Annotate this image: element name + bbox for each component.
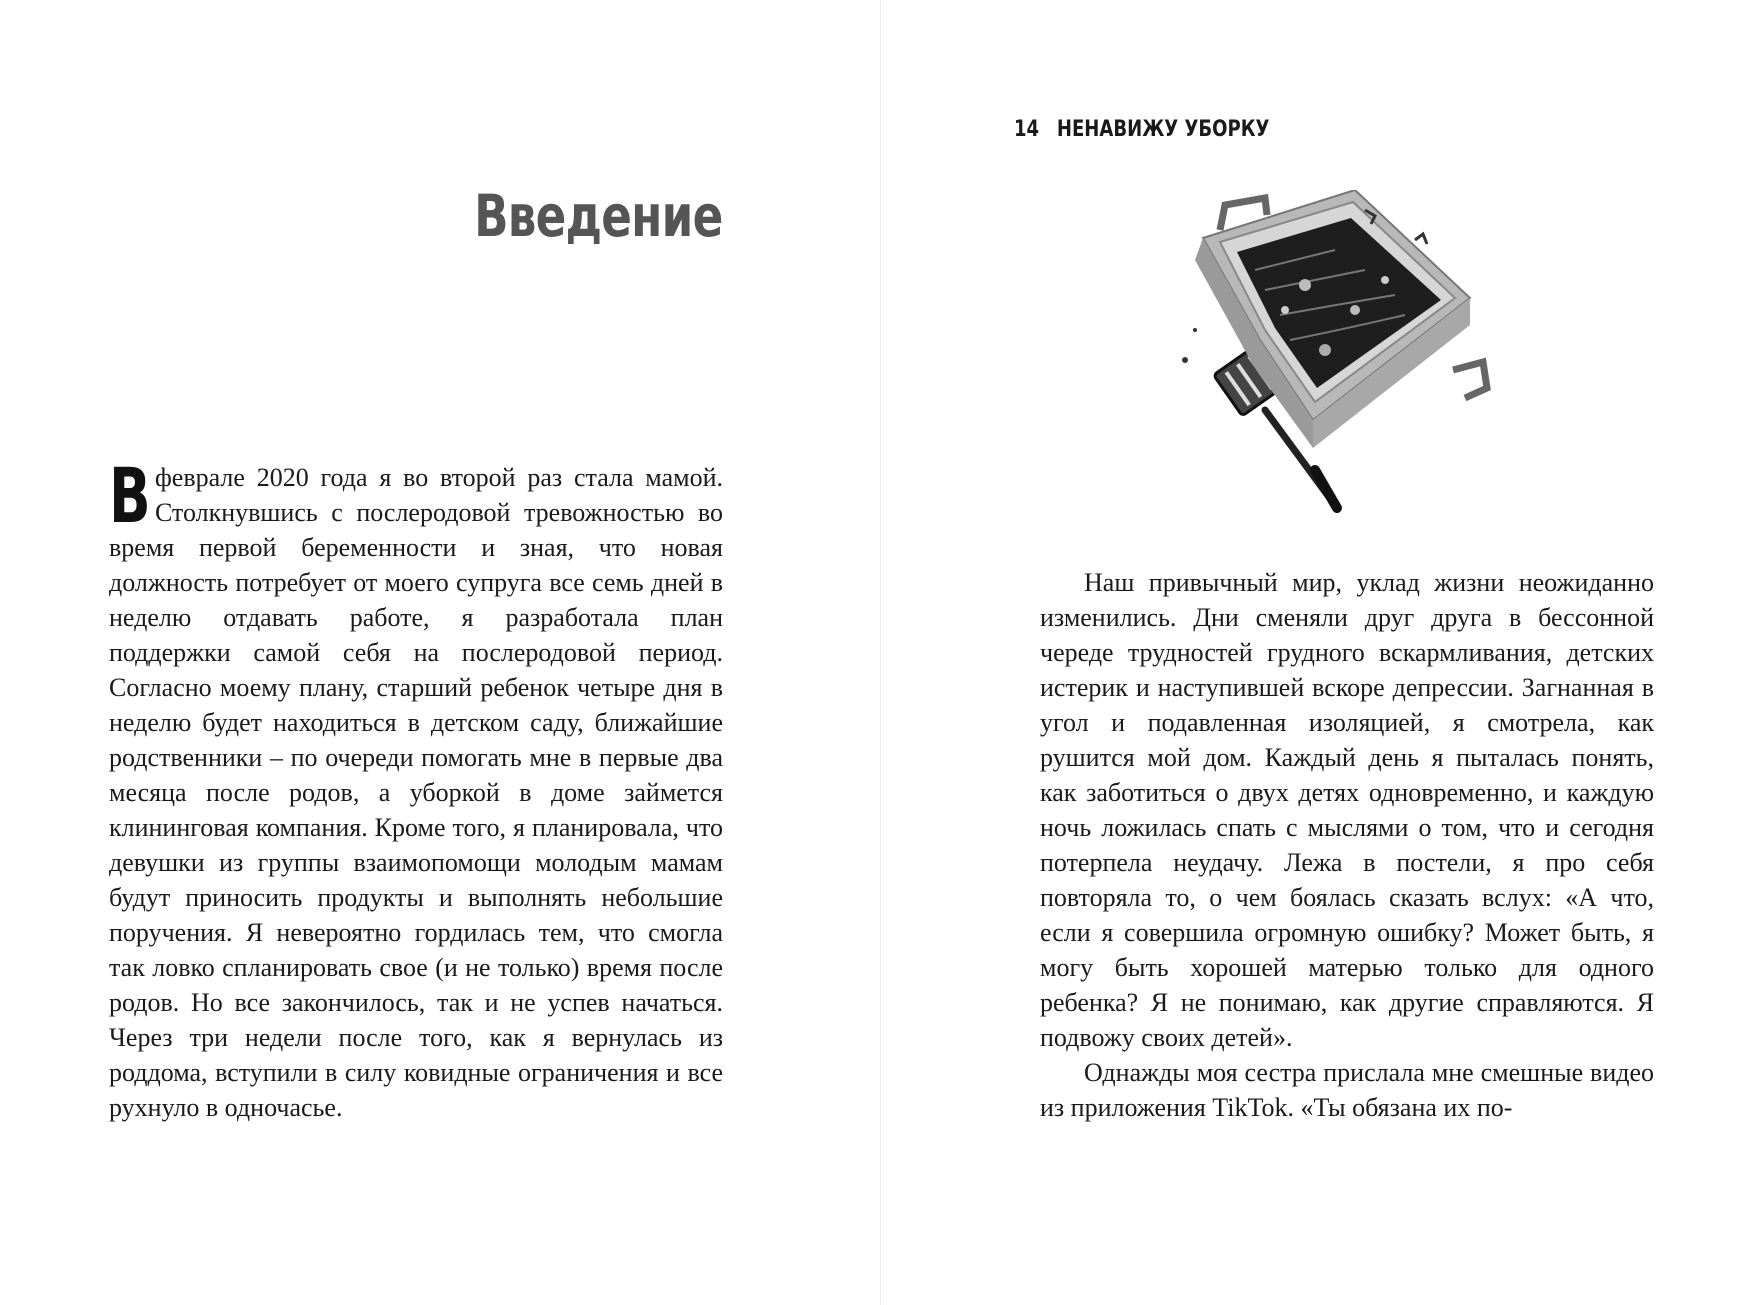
drop-cap: В bbox=[109, 451, 151, 540]
spread-gutter bbox=[880, 0, 881, 1305]
right-page-body bbox=[1040, 565, 1654, 1125]
page-number: 14 bbox=[1014, 117, 1040, 142]
baking-pan-illustration bbox=[1165, 190, 1505, 520]
running-header bbox=[1014, 117, 1269, 142]
chapter-title: Введение bbox=[473, 182, 722, 250]
running-title: НЕНАВИЖУ УБОРКУ bbox=[1056, 117, 1270, 142]
pan-icon bbox=[1182, 190, 1487, 448]
paragraph: Однажды моя сестра прислала мне смешные видео из приложения TikTok. «Ты обязана их по- bbox=[1040, 1058, 1654, 1122]
intro-paragraph-block bbox=[109, 451, 723, 1125]
paragraph: Наш привычный мир, уклад жизни неожиданно изменились. Дни сменяли друг друга в бессонной череде трудностей грудного вскармливания, детских истерик и наступившей вскоре депрессии. Загнанная в угол и подавленная изоляцией, я смотрела, как рушится мой дом. Каждый день я пыталась понять, как заботиться о двух детях одновременно, и каждую ночь ложилась спать с мыслями о том, что и сегодня потерпела неудачу. Лежа в постели, я про себя повторяла то, о чем боялась сказать вслух: «А что, если я совершила огромную ошибку? Может быть, я могу быть хорошей матерью только для одного ребенка? Я не понимаю, как другие справляются. Я подвожу своих детей». bbox=[1040, 568, 1654, 1052]
intro-paragraph: феврале 2020 года я во второй раз стала мамой. Столкнувшись с послеродовой тревожностью во время первой беременности и зная, что новая должность потребует от моего супруга все семь дней в неделю отдавать работе, я разработала план поддержки самой себя на послеродовой период. Согласно моему плану, старший ребенок четыре дня в неделю будет находиться в детском саду, ближайшие родственники – по очереди помогать мне в первые два месяца после родов, а уборкой в доме займется клининговая компания. Кроме того, я планировала, что девушки из группы взаимопомощи молодым мамам будут приносить продукты и выполнять небольшие поручения. Я невероятно гордилась тем, что смогла так ловко спланировать свое (и не только) время после родов. Но все закончилось, так и не успев начаться. Через три недели после того, как я вернулась из роддома, вступили в силу ковидные ограничения и все рухнуло в одночасье. bbox=[109, 463, 723, 1122]
